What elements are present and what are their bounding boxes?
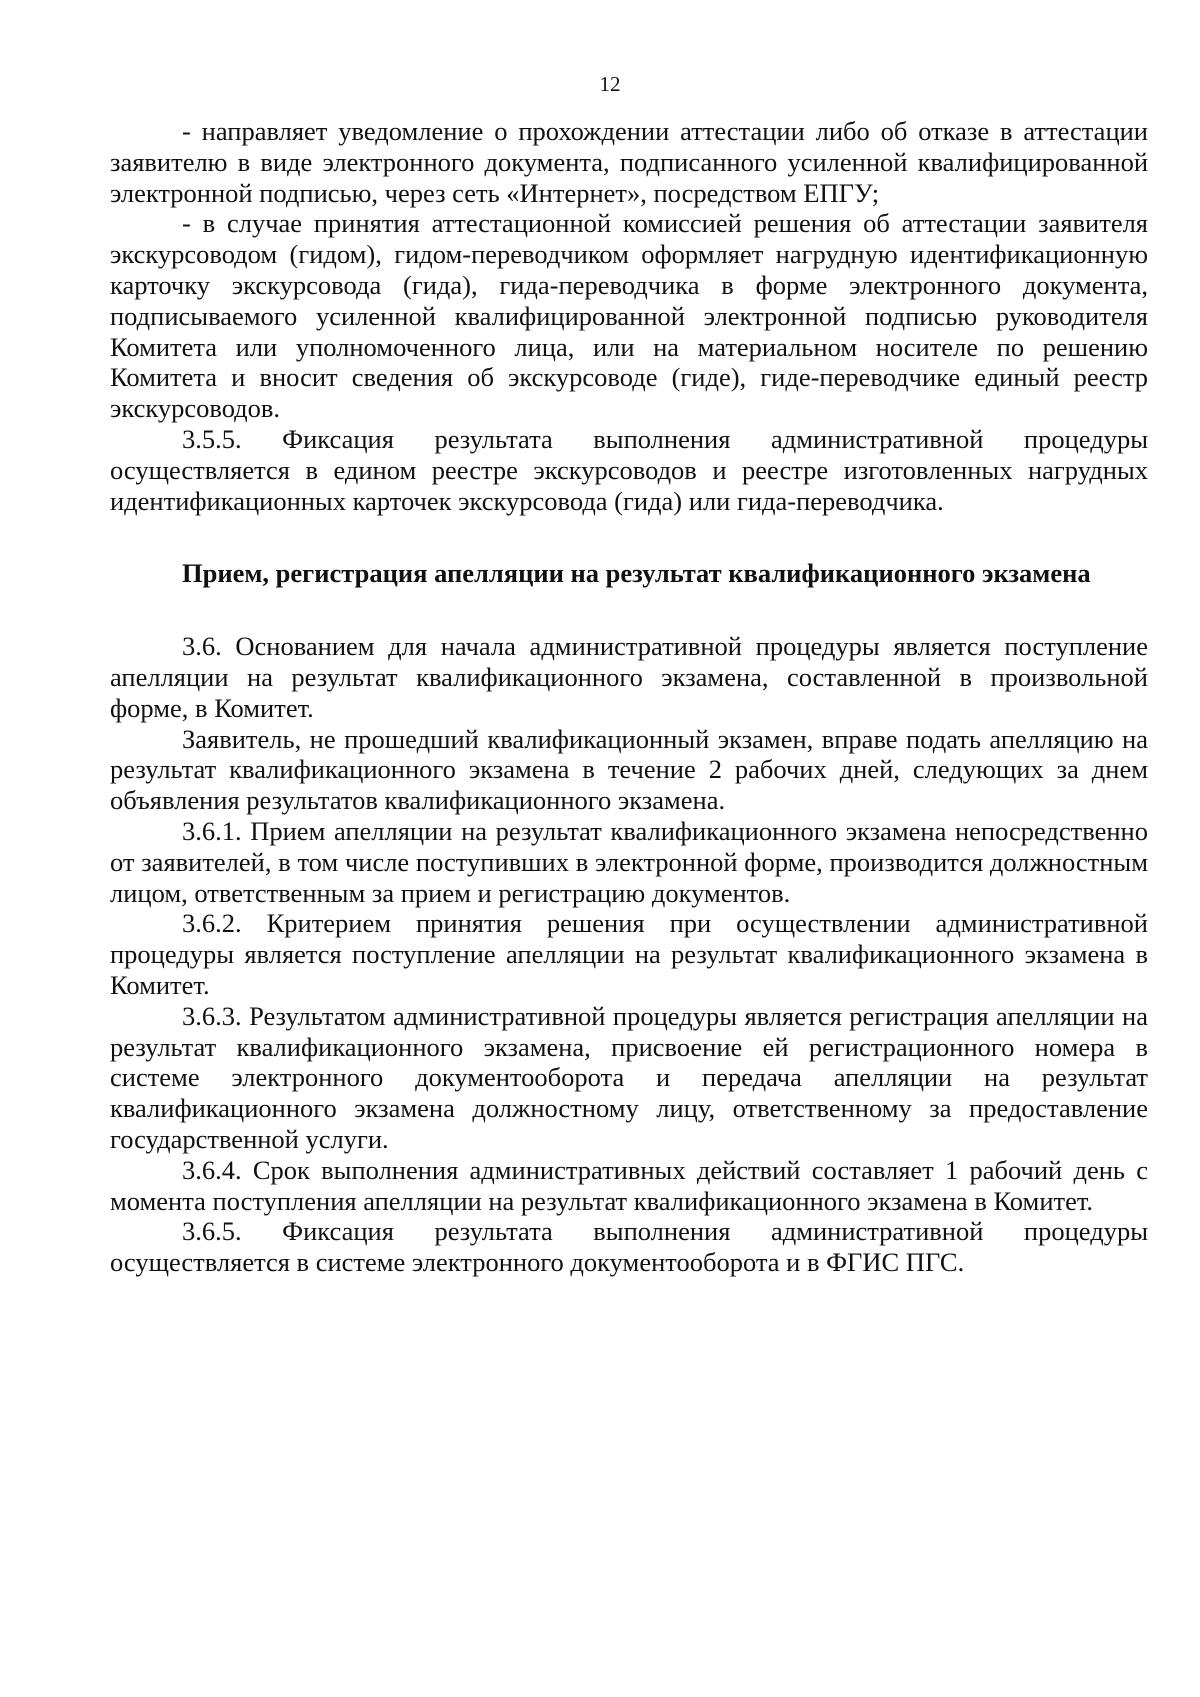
paragraph-3-6-3: 3.6.3. Результатом административной процедуры является регистрация апелляции на результат квалификационного экзамена, присвоение ей регистрационного номера в системе электронного документооборота и передача апелляции на результат квалификационного экзамена должностному лицу, ответственному за предоставление государственной услуги.: [110, 1000, 1148, 1154]
paragraph-3-6-5: 3.6.5. Фиксация результата выполнения административной процедуры осуществляется в системе электронного документооборота и в ФГИС ПГС.: [110, 1216, 1148, 1278]
paragraph-attestation-card: - в случае принятия аттестационной комиссией решения об аттестации заявителя экскурсоводом (гидом), гидом-переводчиком оформляет нагрудную идентификационную карточку экскурсовода (гида), гида-переводчика в форме электронного документа, подписываемого усиленной квалифицированной электронной подписью руководителя Комитета или уполномоченного лица, или на материальном носителе по решению Комитета и вносит сведения об экскурсоводе (гиде), гиде-переводчике единый реестр экскурсоводов.: [110, 208, 1148, 424]
section-heading-block: [110, 558, 1148, 589]
paragraph-3-6-1: 3.6.1. Прием апелляции на результат квалификационного экзамена непосредственно от заявителей, в том числе поступивших в электронной форме, производится должностным лицом, ответственным за прием и регистрацию документов.: [110, 815, 1148, 908]
paragraph-3-6-2: 3.6.2. Критерием принятия решения при осуществлении административной процедуры является поступление апелляции на результат квалификационного экзамена в Комитет.: [110, 908, 1148, 1000]
paragraph-3-5-5: 3.5.5. Фиксация результата выполнения административной процедуры осуществляется в едином реестре экскурсоводов и реестре изготовленных нагрудных идентификационных карточек экскурсовода (гида) или гида-переводчика.: [110, 423, 1148, 516]
paragraph-3-6-4: 3.6.4. Срок выполнения административных действий составляет 1 рабочий день с момента поступления апелляции на результат квалификационного экзамена в Комитет.: [110, 1154, 1148, 1216]
paragraph-applicant-right: Заявитель, не прошедший квалификационный экзамен, вправе подать апелляцию на результат квалификационного экзамена в течение 2 рабочих дней, следующих за днем объявления результатов квалификационного экзамена.: [110, 723, 1148, 816]
page-number: 12: [599, 72, 621, 96]
section-heading: Прием, регистрация апелляции на результат квалификационного экзамена: [182, 558, 1091, 589]
document-body: [110, 116, 1148, 1278]
paragraph-notification: - направляет уведомление о прохождении аттестации либо об отказе в аттестации заявителю в виде электронного документа, подписанного усиленной квалифицированной электронной подписью, через сеть «Интернет», посредством ЕПГУ;: [110, 116, 1148, 208]
paragraph-3-6: 3.6. Основанием для начала административной процедуры является поступление апелляции на результат квалификационного экзамена, составленной в произвольной форме, в Комитет.: [110, 631, 1148, 723]
